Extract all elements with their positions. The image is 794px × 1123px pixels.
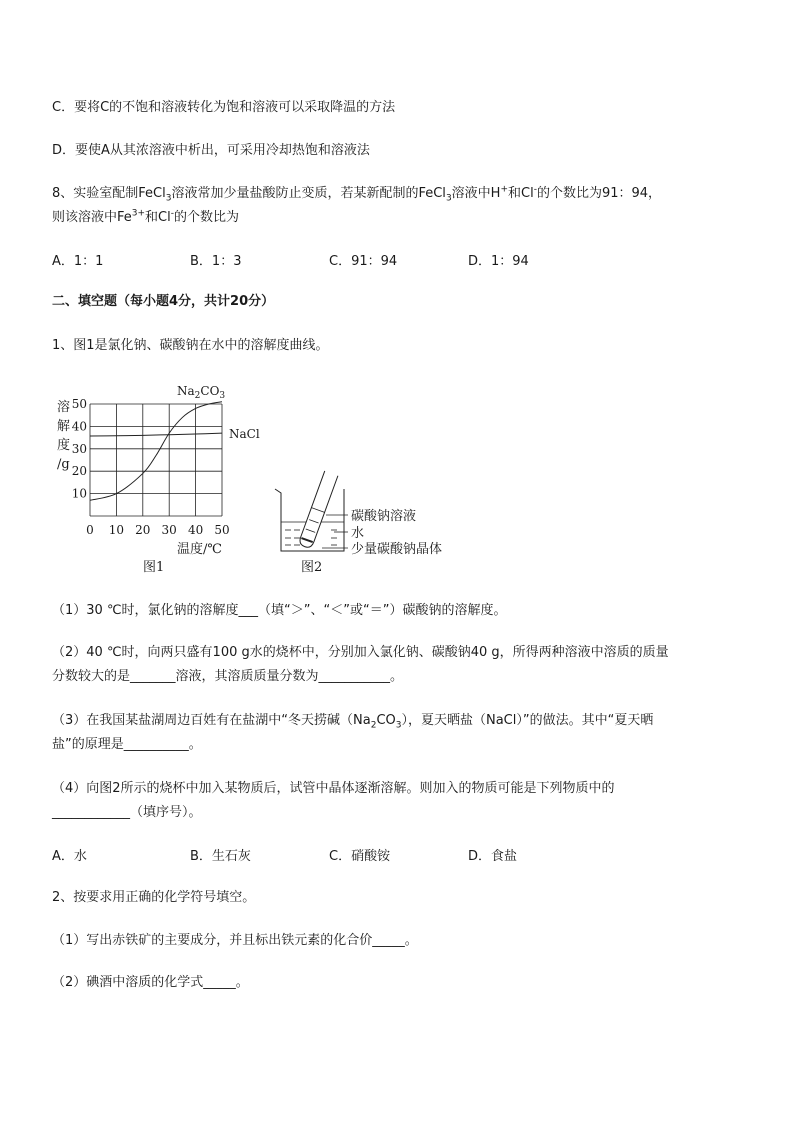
- y-axis-label-4: /g: [57, 457, 70, 472]
- x-tick-label: 10: [108, 523, 125, 537]
- water-hatching: [285, 530, 337, 545]
- p2-q2: （2）碘酒中溶质的化学式_____。: [52, 975, 249, 990]
- p1-q3-line1: （3）在我国某盐湖周边百姓有在盐湖中“冬天捞碱$(Na_2CO_3)$，夏天晒盐（NaCl）”的做法。其中“夏天晒: [52, 713, 654, 731]
- q8-option-d: D．1：94: [468, 254, 529, 269]
- q8-stem-line2: 则该溶液中$Fe^{3+}$和Cl-的个数比为: [52, 208, 240, 225]
- y-tick-label: 20: [71, 464, 87, 479]
- beaker: [275, 489, 344, 551]
- test-tube: [298, 471, 338, 549]
- x-tick-label: 50: [214, 523, 230, 537]
- solubility-chart: [57, 384, 260, 575]
- p1-q1: （1）30 ℃时，氯化钠的溶解度___（填“＞”、“＜”或“＝”）碳酸钠的溶解度。: [52, 603, 507, 618]
- p2-q1: （1）写出赤铁矿的主要成分，并且标出铁元素的化合价_____。: [52, 933, 418, 948]
- p1-option-c: C．硝酸铵: [329, 849, 391, 864]
- y-tick-labels: [72, 397, 87, 501]
- q7-option-c: C．要将C的不饱和溶液转化为饱和溶液可以采取降温的方法: [52, 100, 396, 115]
- x-tick-label: 30: [161, 523, 177, 537]
- label-water: 水: [351, 526, 365, 541]
- x-axis-label: 温度/℃: [177, 542, 222, 557]
- y-axis-label-3: 度: [57, 438, 71, 453]
- y-tick-label: 40: [71, 419, 87, 434]
- p1-stem: 1、图1是氯化钠、碳酸钠在水中的溶解度曲线。: [52, 338, 329, 353]
- x-tick-labels: [86, 523, 229, 537]
- y-tick-label: 50: [71, 397, 87, 411]
- p1-option-a: A．水: [52, 849, 87, 864]
- na2co3-curve: [90, 402, 222, 501]
- x-tick-label: 40: [187, 523, 204, 537]
- figure2-caption: 图2: [301, 560, 323, 575]
- y-axis-label-2: 解: [57, 419, 71, 434]
- q8-option-c: C．91：94: [329, 254, 398, 269]
- section-heading: 二、填空题（每小题4分，共计20分）: [52, 294, 275, 309]
- p1-q4-line2: ____________（填序号）。: [52, 805, 202, 820]
- p2-stem: 2、按要求用正确的化学符号填空。: [52, 890, 256, 905]
- p1-option-d: D．食盐: [468, 849, 518, 864]
- x-tick-label: 20: [135, 523, 151, 537]
- q8-option-a: A．1：1: [52, 254, 104, 269]
- y-tick-label: 10: [71, 486, 87, 501]
- na2co3-label: $Na_2CO_3$: [177, 384, 226, 401]
- y-axis-label-1: 溶: [57, 400, 71, 415]
- q7-option-d: D．要使A从其浓溶液中析出，可采用冷却热饱和溶液法: [52, 143, 370, 158]
- figure1-caption: 图1: [143, 560, 165, 575]
- nacl-label: NaCl: [229, 427, 260, 441]
- p1-q3-line2: 盐”的原理是__________。: [52, 737, 202, 752]
- label-crystal: 少量碳酸钠晶体: [351, 542, 443, 557]
- x-tick-label: 0: [86, 523, 94, 537]
- chart-grid: [90, 404, 222, 516]
- p1-q4-line1: （4）向图2所示的烧杯中加入某物质后，试管中晶体逐渐溶解。则加入的物质可能是下列物质中的: [52, 781, 615, 796]
- beaker-diagram: [275, 471, 442, 575]
- q8-stem-line1: 8、实验室配制FeCl$_3$溶液常加少量盐酸防止变质，若某新配制的FeCl$_3$溶液中H+和Cl-的个数比为91：94，: [52, 184, 662, 204]
- nacl-curve: [90, 433, 222, 436]
- p1-q2-line2: 分数较大的是_______溶液，其溶质质量分数为___________。: [52, 669, 404, 684]
- label-sodium-carbonate-solution: 碳酸钠溶液: [351, 509, 417, 524]
- p1-q2-line1: （2）40 ℃时，向两只盛有100 g水的烧杯中，分别加入氯化钠、碳酸钠40 g，所得两种溶液中溶质的质量: [52, 645, 669, 660]
- y-tick-label: 30: [71, 441, 87, 456]
- p1-option-b: B．生石灰: [190, 849, 251, 864]
- q8-option-b: B．1：3: [190, 254, 242, 269]
